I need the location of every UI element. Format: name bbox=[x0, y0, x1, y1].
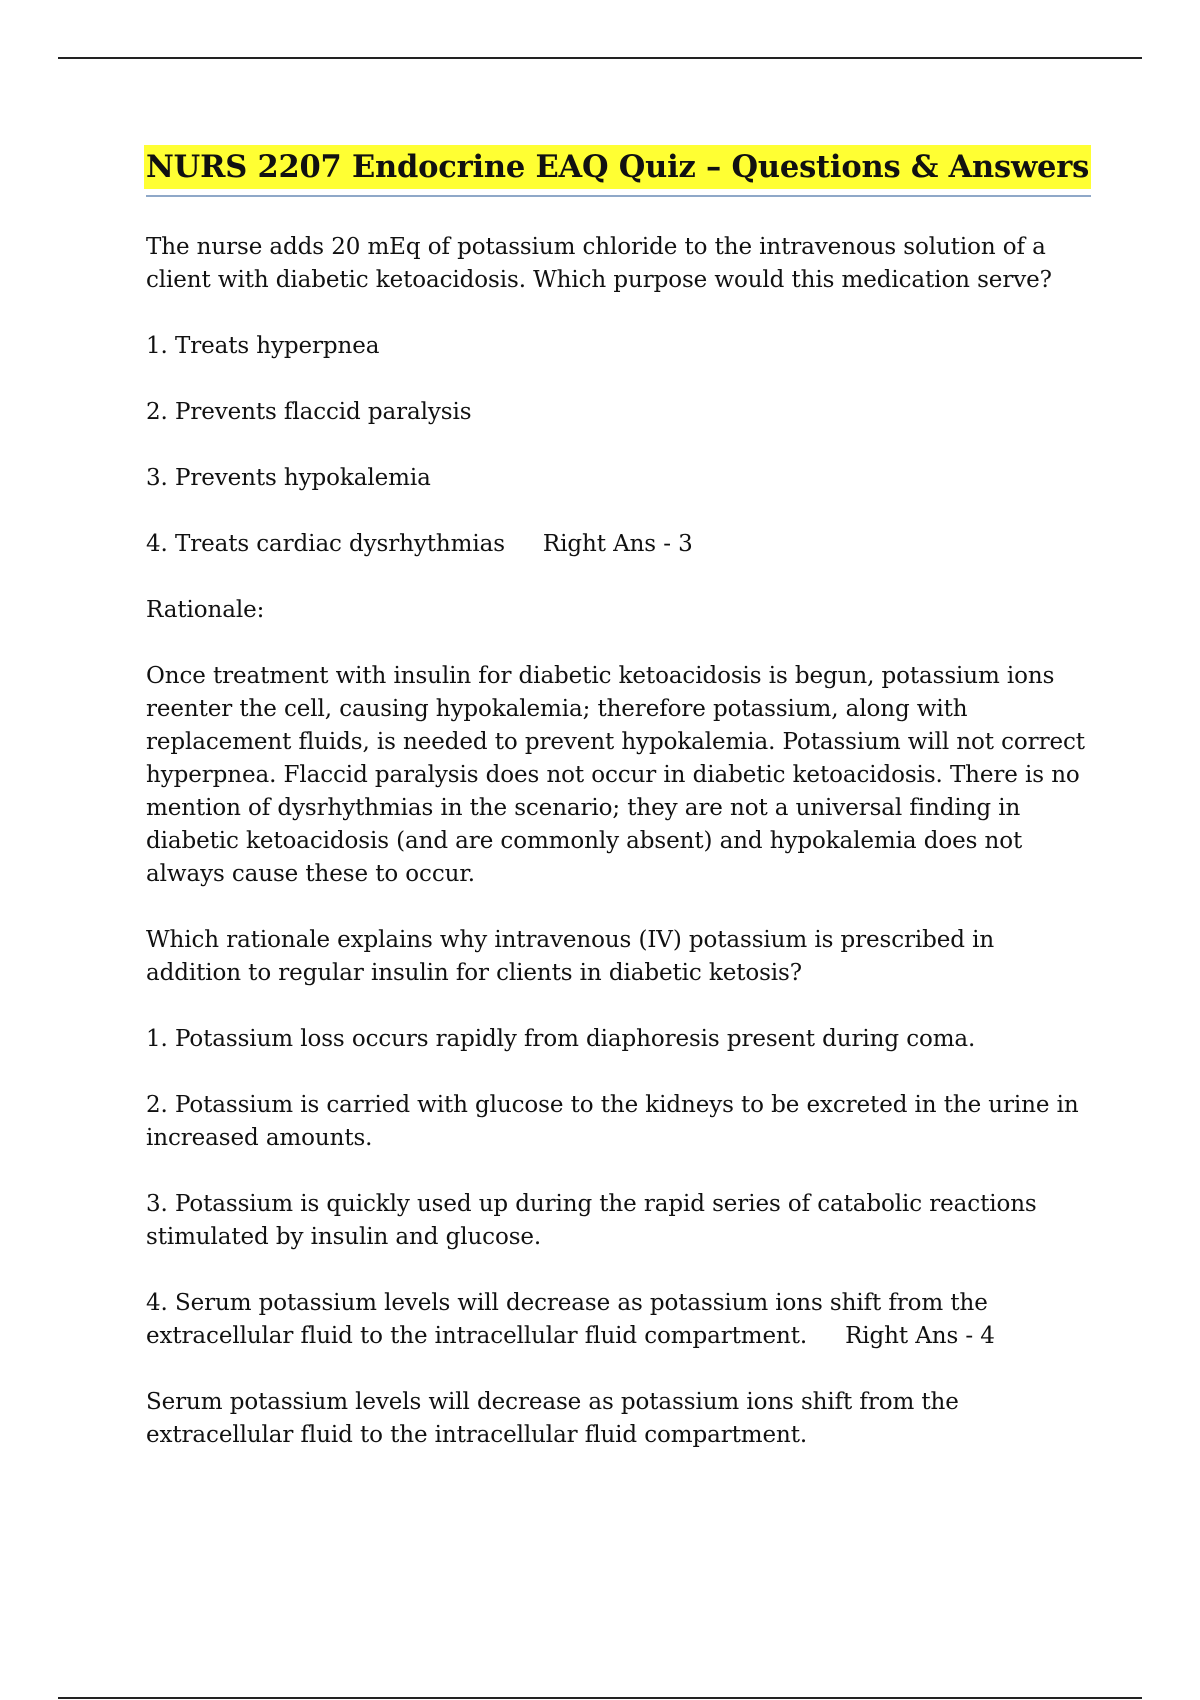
question-2-option-4-row bbox=[146, 1287, 1091, 1353]
question-2-rationale: Serum potassium levels will decrease as potassium ions shift from the extracellular fluid to the intracellular fluid compartment. bbox=[146, 1389, 959, 1448]
question-1-option-4: 4. Treats cardiac dysrhythmias bbox=[146, 531, 505, 557]
top-rule bbox=[58, 57, 1142, 59]
question-1-answer: Right Ans - 3 bbox=[542, 531, 693, 557]
document-title: NURS 2207 Endocrine EAQ Quiz – Questions & Answers bbox=[144, 145, 1091, 189]
question-1-option-1: 1. Treats hyperpnea bbox=[146, 333, 380, 359]
document-page bbox=[146, 145, 1091, 1485]
title-block bbox=[146, 145, 1091, 197]
question-1-rationale: Once treatment with insulin for diabetic ketoacidosis is begun, potassium ions reenter the cell, causing hypokalemia; therefore potassium, along with replacement fluids, is needed to prevent hypokalemia. Potassium will not correct hyperpnea. Flaccid paralysis does not occur in diabetic ketoacidosis. There is no mention of dysrhythmias in the scenario; they are not a universal finding in diabetic ketoacidosis (and are commonly absent) and hypokalemia does not always cause these to occur. bbox=[146, 663, 1085, 887]
question-1-option-3: 3. Prevents hypokalemia bbox=[146, 465, 431, 491]
question-1-option-2: 2. Prevents flaccid paralysis bbox=[146, 399, 472, 425]
question-2-stem: Which rationale explains why intravenous (IV) potassium is prescribed in addition to regular insulin for clients in diabetic ketosis? bbox=[146, 927, 995, 986]
question-2-option-2: 2. Potassium is carried with glucose to the kidneys to be excreted in the urine in increased amounts. bbox=[146, 1092, 1079, 1151]
question-1-stem: The nurse adds 20 mEq of potassium chloride to the intravenous solution of a client with diabetic ketoacidosis. Which purpose would this medication serve? bbox=[146, 234, 1052, 293]
question-1-option-4-row bbox=[146, 528, 1091, 561]
question-2-answer: Right Ans - 4 bbox=[845, 1323, 995, 1349]
question-1-rationale-label: Rationale: bbox=[146, 597, 265, 623]
question-2-option-1: 1. Potassium loss occurs rapidly from diaphoresis present during coma. bbox=[146, 1026, 976, 1052]
question-2-option-4: 4. Serum potassium levels will decrease as potassium ions shift from the extracellular fluid to the intracellular fluid compartment. bbox=[146, 1290, 988, 1349]
bottom-rule bbox=[58, 1697, 1142, 1699]
question-2-option-3: 3. Potassium is quickly used up during the rapid series of catabolic reactions stimulated by insulin and glucose. bbox=[146, 1191, 1037, 1250]
